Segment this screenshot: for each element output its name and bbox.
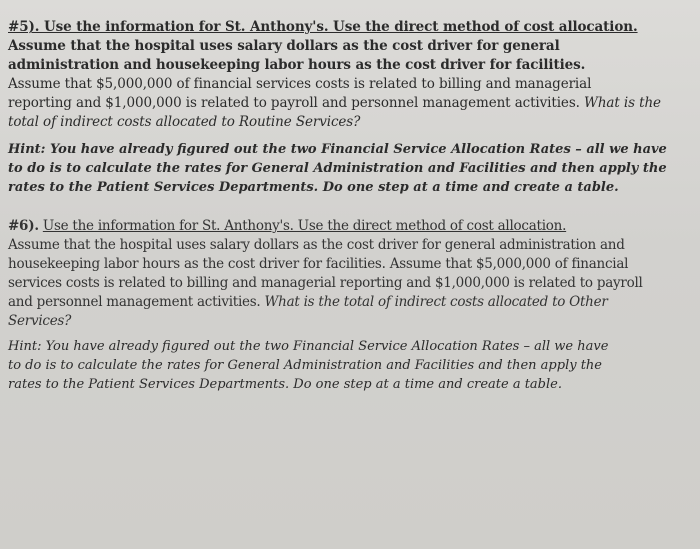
hint-line: to do is to calculate the rates for General Administration and Facilities and then apply the <box>8 358 602 373</box>
hint-line: to do is to calculate the rates for General Administration and Facilities and then apply the <box>8 161 667 176</box>
question-5-assumption-line-3 <box>8 75 682 94</box>
question-6-assumption-line-2 <box>8 255 682 274</box>
question-5 <box>8 18 682 197</box>
question-6-prompt-line <box>8 312 682 331</box>
assumption-text: Assume that the hospital uses salary dollars as the cost driver for general <box>8 38 560 54</box>
assumption-text: reporting and $1,000,000 is related to payroll and personnel management activities. <box>8 95 580 111</box>
hint-line: rates to the Patient Services Departments. Do one step at a time and create a table. <box>8 377 562 392</box>
question-5-assumption-line-1 <box>8 37 682 56</box>
question-6-hint <box>8 337 682 394</box>
question-5-assumption-line-4 <box>8 94 682 113</box>
question-5-assumption-line-2 <box>8 56 682 75</box>
question-6-heading <box>8 217 682 236</box>
question-6-heading-text: Use the information for St. Anthony's. Use the direct method of cost allocation. <box>42 218 567 234</box>
assumption-text: and personnel management activities. <box>8 294 261 310</box>
question-6 <box>8 217 682 394</box>
question-6-prompt-end: Services? <box>8 313 72 329</box>
hint-line: rates to the Patient Services Departments. Do one step at a time and create a table. <box>8 180 619 195</box>
assumption-text: housekeeping labor hours as the cost driver for facilities. Assume that $5,000,000 of financial <box>8 256 629 272</box>
question-6-assumption-line-4 <box>8 293 682 312</box>
assumption-text: administration and housekeeping labor hours as the cost driver for facilities. <box>8 57 586 73</box>
assumption-text: Assume that $5,000,000 of financial services costs is related to billing and managerial <box>8 76 592 92</box>
question-5-prompt-line <box>8 113 682 132</box>
question-6-number: #6). <box>8 218 39 234</box>
question-5-prompt-end: total of indirect costs allocated to Routine Services? <box>8 114 361 130</box>
question-5-heading-text: #5). Use the information for St. Anthony's. Use the direct method of cost allocation. <box>8 19 638 35</box>
hint-line: Hint: You have already figured out the two Financial Service Allocation Rates – all we have <box>8 339 609 354</box>
question-6-assumption-line-3 <box>8 274 682 293</box>
question-6-assumption-line-1 <box>8 236 682 255</box>
question-6-prompt-start: What is the total of indirect costs allocated to Other <box>264 294 608 310</box>
question-5-heading <box>8 18 682 37</box>
hint-line: Hint: You have already figured out the two Financial Service Allocation Rates – all we have <box>8 142 667 157</box>
question-5-prompt-start: What is the <box>584 95 661 111</box>
assumption-text: Assume that the hospital uses salary dollars as the cost driver for general administration and <box>8 237 625 253</box>
assumption-text: services costs is related to billing and managerial reporting and $1,000,000 is related to payroll <box>8 275 643 291</box>
question-5-hint <box>8 140 682 197</box>
